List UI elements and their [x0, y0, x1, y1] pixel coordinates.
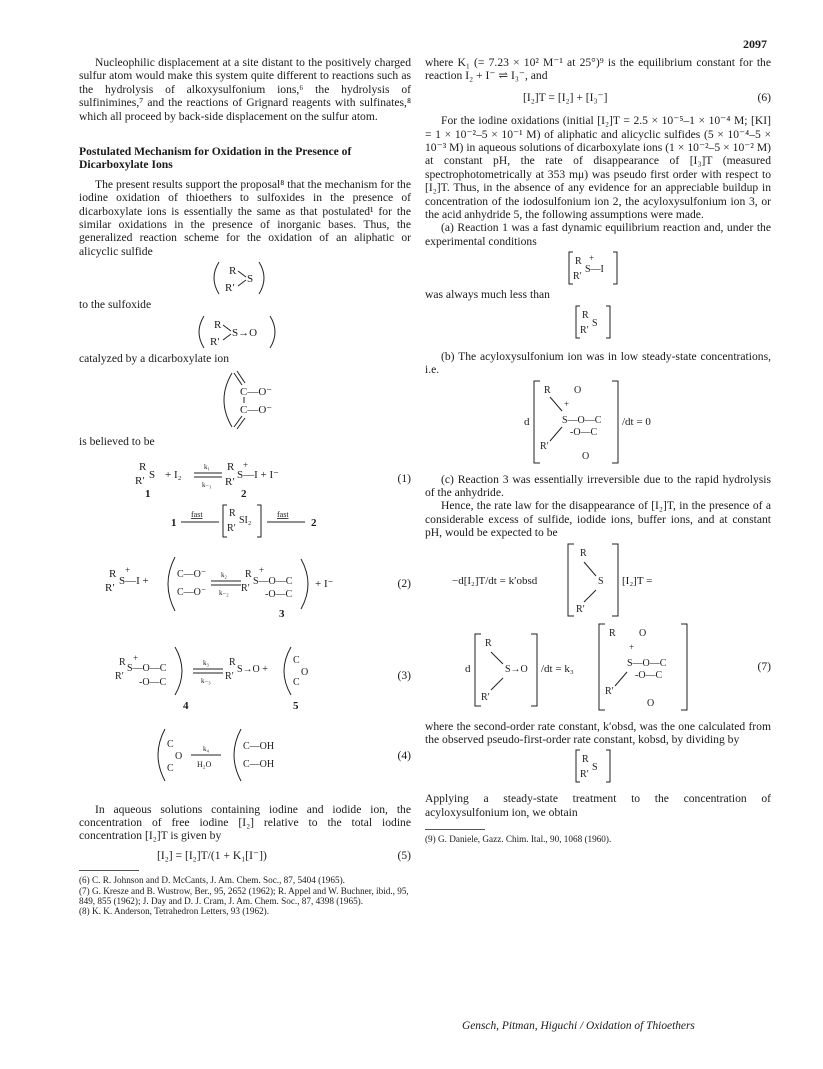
svg-text:S: S [149, 468, 156, 481]
section-heading: Postulated Mechanism for Oxidation in the Presence of Dicarboxylate Ions [79, 145, 352, 172]
svg-text:S—O—C: S—O—C [627, 657, 667, 669]
svg-text:R′: R′ [225, 475, 235, 488]
equation-4 [79, 723, 411, 789]
eq-5-text: [I₂] = [I₂]T/(1 + K₁[I⁻]) [157, 848, 267, 862]
svg-text:+: + [125, 564, 131, 575]
svg-text:S—O—C: S—O—C [127, 662, 167, 674]
svg-text:-O—C: -O—C [570, 426, 598, 438]
footnote-8: (8) K. K. Anderson, Tetrahedron Letters, 93 (1962). [79, 906, 270, 917]
svg-text:C: C [293, 676, 300, 688]
svg-text:C—O⁻: C—O⁻ [177, 568, 207, 580]
footnote-rule [79, 870, 139, 871]
svg-text:+: + [629, 641, 635, 652]
svg-text:+: + [243, 459, 249, 470]
svg-text:+: + [589, 253, 595, 264]
svg-text:R′: R′ [225, 282, 235, 295]
assumption-a: (a) Reaction 1 was a fast dynamic equilibrium reaction and, under the experimental conditions [425, 221, 771, 248]
svg-text:R′: R′ [576, 603, 585, 615]
eq-2-number: (2) [397, 576, 411, 590]
svg-text:+ I⁻: + I⁻ [315, 577, 334, 590]
svg-text:/dt = 0: /dt = 0 [622, 415, 651, 428]
svg-text:fast: fast [277, 509, 289, 519]
assumption-c: (c) Reaction 3 was essentially irreversible due to the rapid hydrolysis of the anhydride. [425, 472, 771, 499]
oxidation-paragraph: For the iodine oxidations (initial [I₂]T = 2.5 × 10⁻⁵–1 × 10⁻⁴ M; [KI] = 1 × 10⁻²–5 × 10⁻¹ M) of aliphatic and alicyclic sulfides (5 × 10⁻⁴–5 × 10⁻³ M) in aqueous solutions of dicarboxylate ions (1 × 10⁻²–5 × 10⁻² M) at constant pH, the rate of disappearance of [I₃]T (measured spectrophotometrically at 353 mμ) was pseudo first order with respect to [I₂]T. Thus, in the absence of any evidence for an appreciable buildup in concentration of the iodosulfonium ion 2, the acyloxysulfonium ion 3, or the acid anhydride 5, the following assumptions were made. [425, 114, 771, 222]
svg-text:C—O⁻: C—O⁻ [177, 586, 207, 598]
svg-text:S→O +: S→O + [237, 663, 268, 675]
svg-text:C: C [293, 654, 300, 666]
svg-text:O: O [574, 384, 582, 396]
eq-3-number: (3) [397, 668, 411, 682]
svg-text:R: R [485, 637, 492, 649]
svg-text:R: R [119, 656, 126, 668]
svg-text:4: 4 [183, 699, 189, 712]
svg-text:+: + [259, 564, 265, 575]
svg-text:C—O⁻: C—O⁻ [240, 404, 273, 417]
svg-text:/dt = k₃: /dt = k₃ [541, 662, 574, 675]
assumption-b: (b) The acyloxysulfonium ion was in low steady-state concentrations, i.e. [425, 349, 771, 377]
iodine-paragraph: In aqueous solutions containing iodine and iodide ion, the concentration of free iodine [I₂] relative to the total iodine concentration [I₂]T is given by [79, 802, 411, 843]
catalyzed-text: catalyzed by a dicarboxylate ion [79, 351, 230, 365]
rate-law-paragraph: Hence, the rate law for the disappearance of [I₂]T, in the presence of a considerable excess of sulfide, iodide ions, buffer ions, and at constant pH, would be expected to be [425, 499, 771, 540]
svg-text:R′: R′ [225, 670, 234, 682]
equation-7 [425, 620, 771, 714]
running-head: Gensch, Pitman, Higuchi / Oxidation of Thioethers [462, 1020, 695, 1032]
second-order-text: where the second-order rate constant, k′obsd, was the one calculated from the observed pseudo-first-order rate constant, kobsd, by dividing by [425, 719, 771, 746]
footnote-9: (9) G. Daniele, Gazz. Chim. Ital., 90, 1068 (1960). [425, 834, 612, 845]
iodosulfonium-bracket [563, 248, 633, 288]
sulfide-structure [205, 258, 285, 298]
svg-text:C: C [167, 738, 174, 750]
equation-1 [79, 457, 411, 501]
svg-text:S: S [247, 273, 254, 286]
svg-text:2: 2 [241, 487, 247, 500]
svg-text:−d[I₂]T/dt = k′obsd: −d[I₂]T/dt = k′obsd [452, 574, 538, 587]
svg-text:S—I +: S—I + [119, 574, 149, 587]
svg-text:R: R [245, 568, 252, 580]
svg-text:+: + [564, 398, 570, 409]
svg-text:O: O [647, 697, 655, 709]
svg-text:R: R [229, 265, 237, 278]
svg-text:O: O [175, 750, 183, 762]
equation-3 [79, 639, 411, 713]
reaction-1 [79, 457, 339, 501]
svg-text:k₋₃: k₋₃ [201, 676, 211, 685]
svg-text:R′: R′ [105, 581, 115, 594]
svg-text:fast: fast [191, 509, 203, 519]
svg-text:k₂: k₂ [221, 570, 227, 579]
svg-text:R′: R′ [241, 582, 250, 594]
svg-text:+ I₂: + I₂ [165, 468, 182, 481]
svg-text:S—I + I⁻: S—I + I⁻ [237, 468, 279, 481]
svg-text:C: C [167, 762, 174, 774]
svg-text:R′: R′ [580, 769, 589, 781]
svg-text:S: S [598, 575, 604, 587]
fast-equilibrium [135, 501, 355, 541]
rate-equation-7 [425, 620, 735, 714]
svg-text:R′: R′ [115, 670, 124, 682]
svg-text:R′: R′ [605, 685, 614, 697]
svg-text:S—O—C: S—O—C [562, 414, 602, 426]
rate-law-equation [448, 540, 748, 620]
eq-5-number: (5) [397, 848, 411, 862]
eq-6-number: (6) [757, 90, 771, 104]
eq-6-text: [I₂]T = [I₂] + [I₃⁻] [523, 90, 608, 104]
svg-text:C—OH: C—OH [243, 758, 275, 770]
reaction-2 [79, 549, 339, 619]
svg-text:R′: R′ [580, 324, 589, 336]
svg-text:C—OH: C—OH [243, 740, 275, 752]
svg-text:O: O [639, 627, 647, 639]
svg-text:R: R [580, 547, 587, 559]
svg-text:S—O—C: S—O—C [253, 575, 293, 587]
svg-text:R: R [227, 460, 235, 473]
svg-text:k₃: k₃ [203, 658, 209, 667]
svg-text:k₄: k₄ [203, 744, 209, 753]
left-column [79, 56, 411, 917]
right-column [425, 56, 771, 845]
dicarboxylate-structure [200, 365, 290, 435]
mechanism-paragraph: The present results support the proposal⁸ that the mechanism for the iodine oxidation of thioethers to sulfoxides in the presence of dicarboxylate ions is essentially the same as that postulated¹ for the similar oxidations in the presence of inorganic bases. Thus, the generalized reaction scheme for the oxidation of an aliphatic or alicyclic sulfide [79, 177, 411, 258]
svg-text:k₋₂: k₋₂ [219, 588, 229, 597]
equation-6 [425, 91, 771, 104]
svg-text:SI₂: SI₂ [239, 514, 252, 526]
svg-text:R: R [582, 754, 589, 766]
footnote-rule-right [425, 829, 485, 830]
sulfide-bracket-2 [568, 746, 628, 786]
svg-text:k₋₁: k₋₁ [202, 480, 212, 489]
svg-text:R: R [229, 507, 236, 519]
svg-text:R′: R′ [573, 271, 582, 283]
always-less-text: was always much less than [425, 288, 550, 302]
eq-4-number: (4) [397, 748, 411, 762]
intro-paragraph: Nucleophilic displacement at a site distant to the positively charged sulfur atom would make this system quite different to reactions such as the hydrolysis of alkoxysulfonium ions,⁶ the hydrolysis of sulfinimines,⁷ and the reactions of Grignard reagents with sulfinates,⁸ which all proceed by back-side displacement on the sulfur atom. [79, 56, 411, 123]
svg-text:-O—C: -O—C [635, 669, 663, 681]
svg-text:R: R [229, 656, 236, 668]
svg-text:R′: R′ [540, 440, 549, 452]
reaction-4 [79, 723, 339, 789]
svg-text:1: 1 [171, 516, 177, 529]
sulfoxide-structure [190, 312, 300, 352]
svg-text:R′: R′ [481, 691, 490, 703]
svg-text:S—I: S—I [585, 264, 604, 276]
svg-text:5: 5 [293, 699, 299, 712]
svg-text:-O—C: -O—C [139, 676, 167, 688]
svg-text:S: S [592, 762, 598, 774]
svg-text:3: 3 [279, 607, 285, 619]
svg-text:O: O [582, 450, 590, 462]
svg-text:S→O: S→O [505, 663, 528, 675]
svg-text:1: 1 [145, 487, 151, 500]
svg-text:2: 2 [311, 516, 317, 529]
steady-state-equation [478, 377, 718, 467]
where-k1-text: where K₁ (= 7.23 × 10² M⁻¹ at 25°)⁹ is the equilibrium constant for the reaction I₂ + I⁻ ⇌ I₃⁻, and [425, 56, 771, 83]
svg-text:k₁: k₁ [204, 462, 210, 471]
believed-text: is believed to be [79, 435, 155, 449]
equation-5 [79, 849, 411, 862]
svg-text:R: R [109, 567, 117, 580]
sulfide-bracket [568, 302, 628, 342]
eq-1-number: (1) [397, 471, 411, 485]
eq-7-number: (7) [757, 659, 771, 673]
page-number: 2097 [743, 37, 767, 51]
svg-text:S: S [592, 317, 598, 329]
svg-text:R′: R′ [210, 335, 220, 348]
svg-text:R: R [575, 256, 582, 268]
svg-text:R: R [609, 627, 616, 639]
steady-state-text: Applying a steady-state treatment to the concentration of acyloxysulfonium ion, we obtain [425, 792, 771, 819]
equation-2 [79, 549, 411, 619]
svg-text:H₂O: H₂O [197, 759, 212, 769]
svg-text:R: R [582, 309, 589, 321]
svg-text:+: + [133, 652, 139, 663]
svg-text:d: d [524, 415, 530, 428]
reaction-3 [79, 639, 339, 713]
svg-text:O: O [301, 666, 309, 678]
svg-text:R: R [139, 460, 147, 473]
svg-text:C—O⁻: C—O⁻ [240, 386, 273, 399]
svg-text:R: R [544, 384, 551, 396]
footnote-7: (7) G. Kresze and B. Wustrow, Ber., 95, 2652 (1962); R. Appel and W. Buchner, ibid., 95, 849, 855 (1962); J. Day and D. J. Cram, J. Am. Chem. Soc., 87, 4398 (1965). [79, 885, 409, 906]
svg-text:R′: R′ [227, 522, 236, 534]
svg-text:R′: R′ [135, 474, 145, 487]
svg-text:-O—C: -O—C [265, 588, 293, 600]
svg-text:[I₂]T =: [I₂]T = [622, 574, 653, 587]
svg-text:R: R [214, 318, 222, 331]
footnote-6: (6) C. R. Johnson and D. McCants, J. Am. Chem. Soc., 87, 5404 (1965). [79, 875, 345, 886]
to-sulfoxide-text: to the sulfoxide [79, 298, 152, 312]
svg-text:S→O: S→O [232, 326, 258, 339]
svg-text:d: d [465, 662, 471, 675]
